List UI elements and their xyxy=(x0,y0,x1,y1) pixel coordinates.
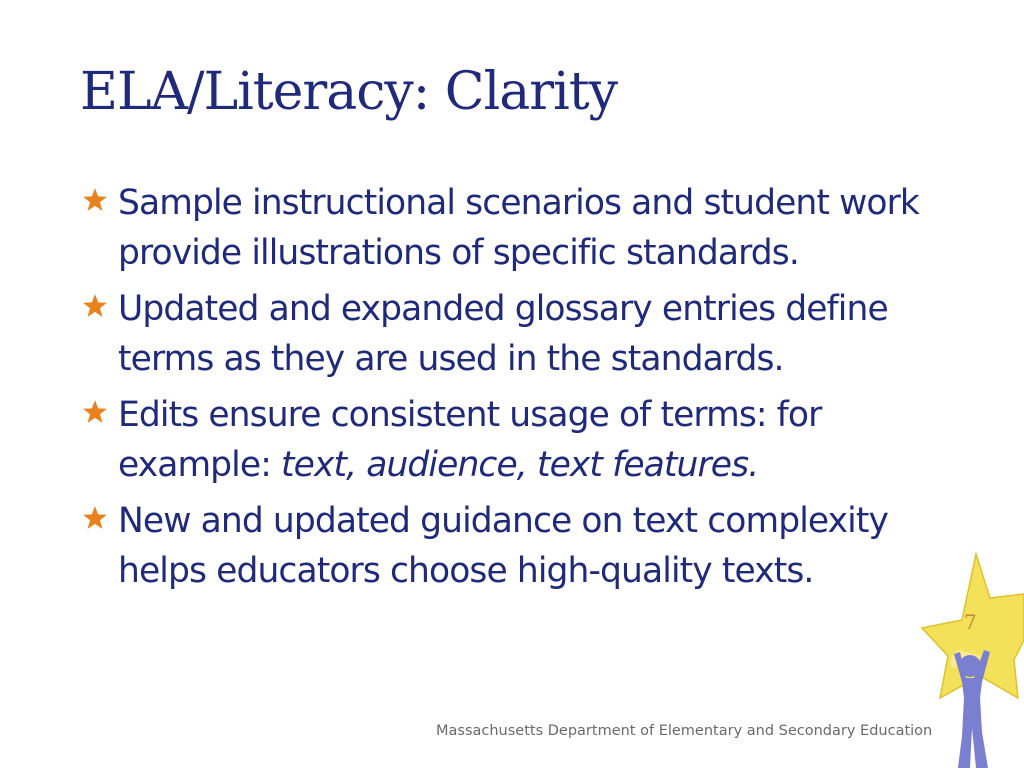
star-bullet-icon xyxy=(82,293,108,319)
footer-text: Massachusetts Department of Elementary and Secondary Education xyxy=(436,723,933,739)
bullet-item xyxy=(82,178,962,278)
star-bullet-icon xyxy=(82,399,108,425)
bullet-text xyxy=(118,390,962,490)
bullet-item xyxy=(82,284,962,384)
bullet-list xyxy=(82,178,962,602)
bullet-item xyxy=(82,496,962,596)
bullet-text: Updated and expanded glossary entries define terms as they are used in the standards. xyxy=(118,289,888,379)
slide-title: ELA/Literacy: Clarity xyxy=(80,62,617,122)
page-number: 7 xyxy=(964,610,977,634)
person-holding-star-icon xyxy=(918,548,1024,768)
bullet-text-emphasis: text, audience, text features. xyxy=(281,445,759,485)
bullet-text-plain: Edits ensure consistent usage of terms: for example: xyxy=(118,395,822,485)
star-bullet-icon xyxy=(82,505,108,531)
bullet-item xyxy=(82,390,962,490)
bullet-text: New and updated guidance on text complexity helps educators choose high-quality texts. xyxy=(118,501,888,591)
star-bullet-icon xyxy=(82,187,108,213)
bullet-text: Sample instructional scenarios and student work provide illustrations of specific standards. xyxy=(118,183,919,273)
